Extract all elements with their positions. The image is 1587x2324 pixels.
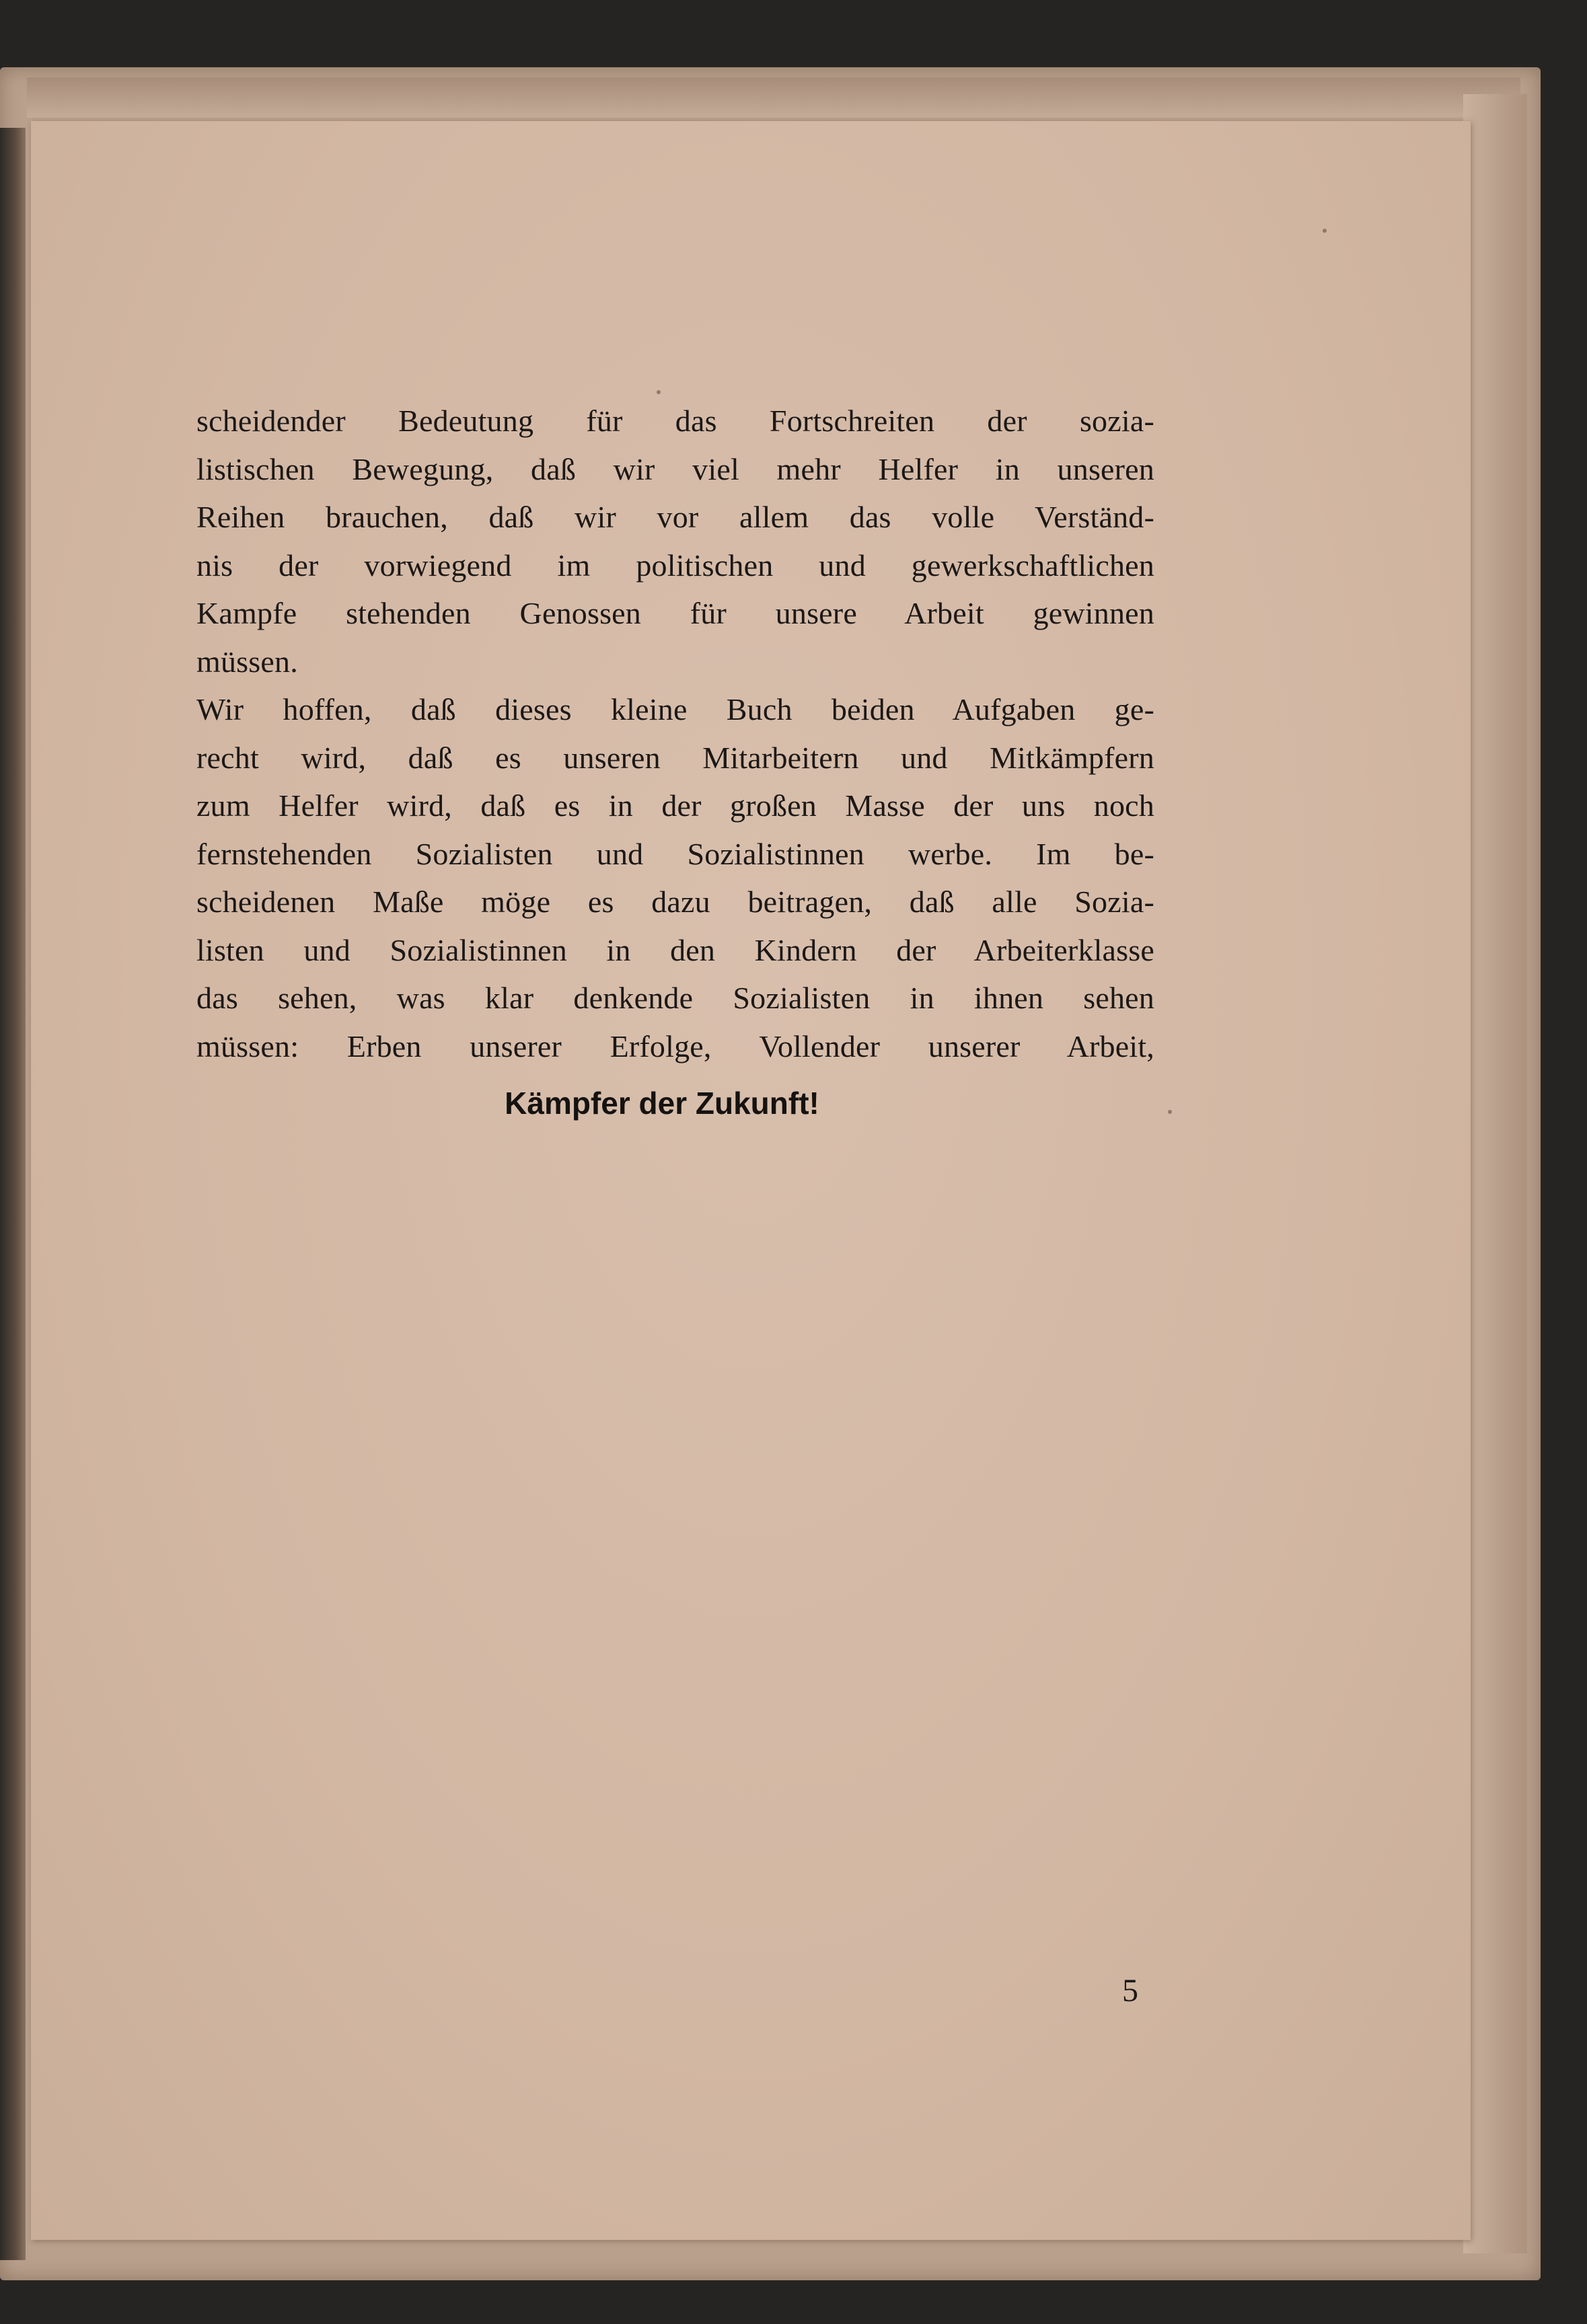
text-line: listen und Sozialistinnen in den Kindern der Arbeiterklasse — [196, 932, 1154, 967]
text-line: müssen: Erben unserer Erfolge, Vollender unserer Arbeit, — [196, 1028, 1154, 1063]
book-binding — [0, 128, 26, 2260]
paragraph-2 — [196, 685, 1154, 1070]
text-line: Wir hoffen, daß dieses kleine Buch beiden Aufgaben ge- — [196, 692, 1154, 726]
closing-slogan: Kämpfer der Zukunft! — [505, 1086, 819, 1121]
paper-speck — [657, 390, 661, 394]
text-line: fernstehenden Sozialisten und Sozialistinnen werbe. Im be- — [196, 836, 1154, 871]
text-line: Reihen brauchen, daß wir vor allem das volle Verständ- — [196, 500, 1154, 534]
cover-edge-right — [1463, 94, 1527, 2253]
text-line: müssen. — [196, 644, 298, 679]
text-line: nis der vorwiegend im politischen und gewerkschaftlichen — [196, 548, 1154, 583]
paper-speck — [1323, 229, 1327, 233]
text-line: zum Helfer wird, daß es in der großen Masse der uns noch — [196, 788, 1154, 823]
text-line: scheidenen Maße möge es dazu beitragen, daß alle Sozia- — [196, 885, 1154, 919]
body-text — [196, 397, 1154, 1133]
text-line: scheidender Bedeutung für das Fortschreiten der sozia- — [196, 404, 1154, 438]
text-line: listischen Bewegung, daß wir viel mehr Helfer in unseren — [196, 451, 1154, 486]
cover-edge-top — [27, 77, 1520, 118]
text-line: recht wird, daß es unseren Mitarbeitern und Mitkämpfern — [196, 740, 1154, 775]
paragraph-1 — [196, 397, 1154, 685]
text-line: das sehen, was klar denkende Sozialisten in ihnen sehen — [196, 981, 1154, 1015]
page-number: 5 — [1122, 1973, 1138, 2009]
paper-speck — [1168, 1110, 1172, 1114]
text-line: Kampfe stehenden Genossen für unsere Arbeit gewinnen — [196, 596, 1154, 630]
